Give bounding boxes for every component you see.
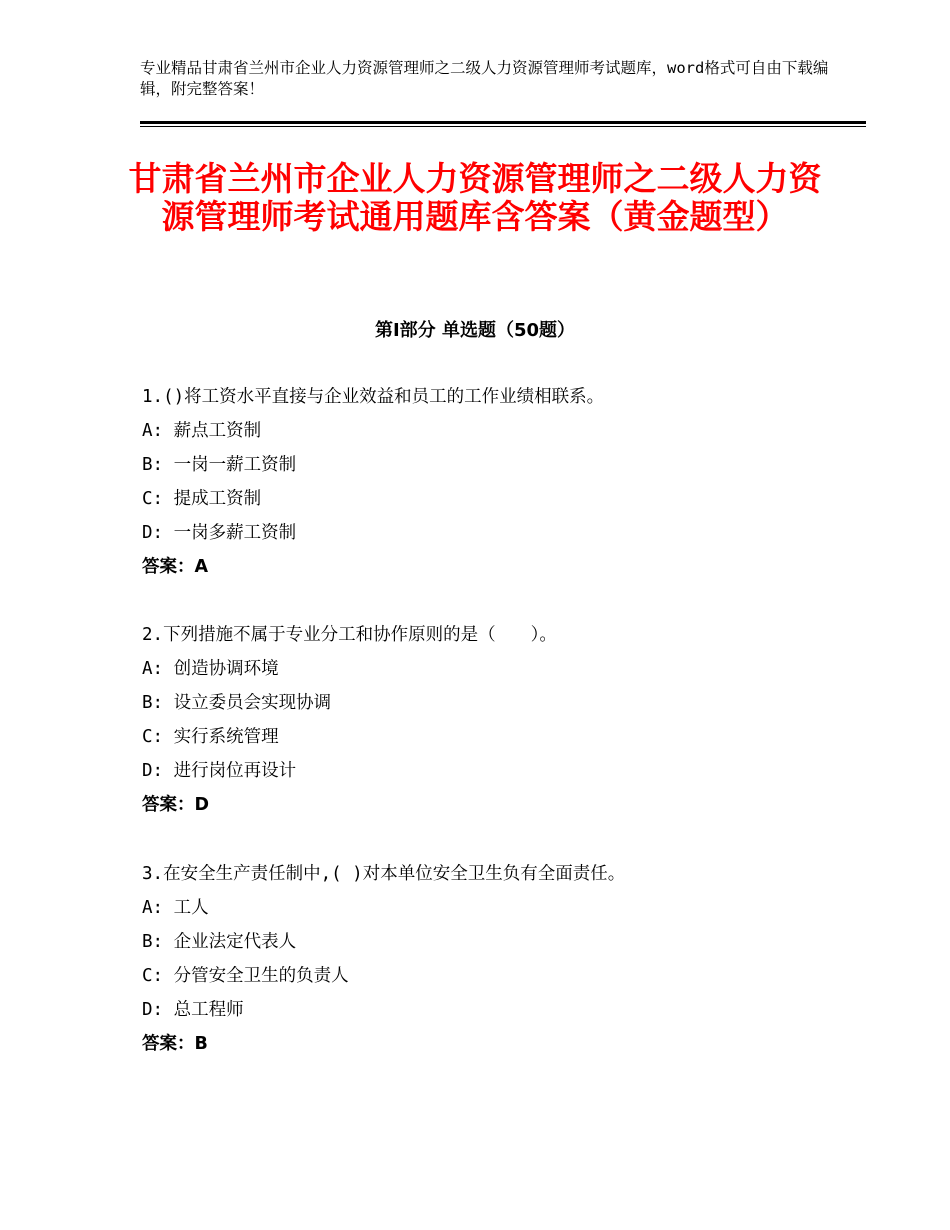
answer: 答案：B xyxy=(142,1034,208,1054)
option-c: C: 实行系统管理 xyxy=(142,727,279,747)
header-rule-thin xyxy=(140,126,866,127)
option-c: C: 分管安全卫生的负责人 xyxy=(142,966,349,986)
option-b: B: 企业法定代表人 xyxy=(142,932,297,952)
header-note: 专业精品甘肃省兰州市企业人力资源管理师之二级人力资源管理师考试题库，word格式可自由下载编辑，附完整答案！ xyxy=(140,59,829,98)
option-b: B: 设立委员会实现协调 xyxy=(142,693,332,713)
header-rule-thick xyxy=(140,121,866,124)
option-d: D: 一岗多薪工资制 xyxy=(142,523,297,543)
answer: 答案：A xyxy=(142,557,209,577)
option-c: C: 提成工资制 xyxy=(142,489,262,509)
option-a: A: 创造协调环境 xyxy=(142,659,279,679)
option-a: A: 工人 xyxy=(142,898,209,918)
question-stem: 1.()将工资水平直接与企业效益和员工的工作业绩相联系。 xyxy=(142,387,605,407)
question-3 xyxy=(142,857,862,1061)
question-1 xyxy=(142,380,862,584)
question-stem: 3.在安全生产责任制中,( )对本单位安全卫生负有全面责任。 xyxy=(142,864,626,884)
document-title: 甘肃省兰州市企业人力资源管理师之二级人力资源管理师考试通用题库含答案（黄金题型） xyxy=(128,159,822,236)
option-a: A: 薪点工资制 xyxy=(142,421,262,441)
section-title: 第Ⅰ部分 单选题（50题） xyxy=(374,320,575,341)
answer: 答案：D xyxy=(142,795,210,815)
question-2 xyxy=(142,618,862,822)
option-b: B: 一岗一薪工资制 xyxy=(142,455,297,475)
question-stem: 2.下列措施不属于专业分工和协作原则的是（ ）。 xyxy=(142,625,557,645)
option-d: D: 进行岗位再设计 xyxy=(142,761,297,781)
option-d: D: 总工程师 xyxy=(142,1000,244,1020)
